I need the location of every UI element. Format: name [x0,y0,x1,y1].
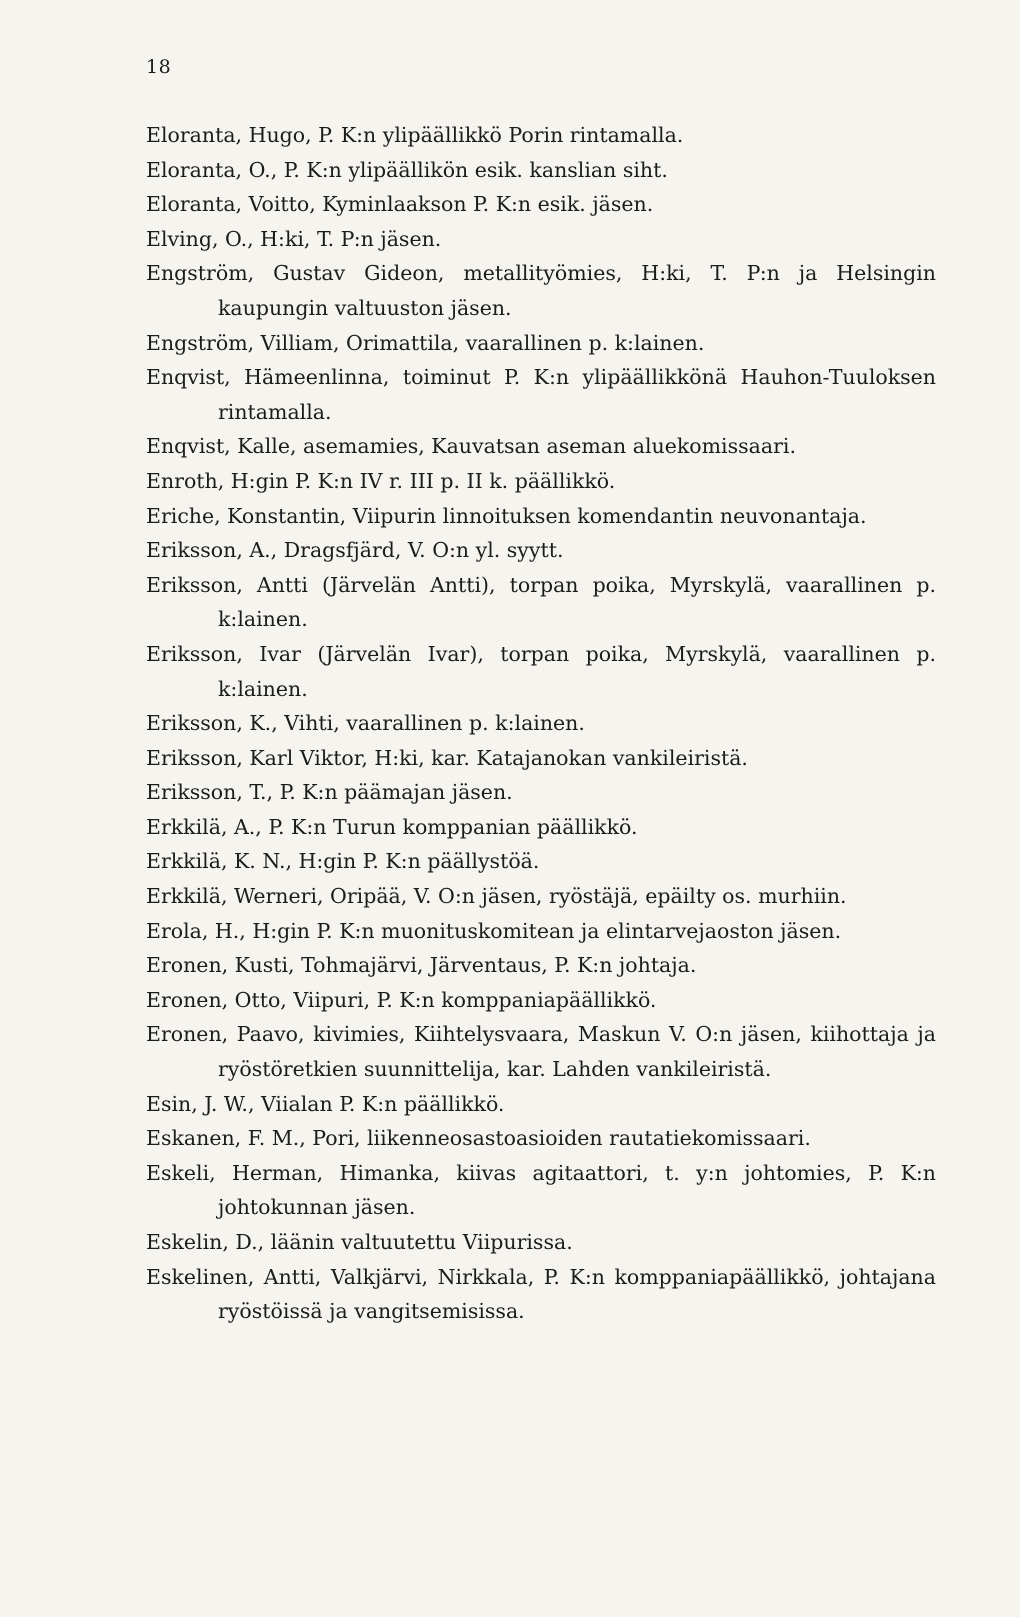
entry-text: Eronen, Paavo, kivimies, Kiihtelysvaara, Maskun V. O:n jäsen, kiihottaja ja ryöstöretkien suunnittelija, kar. Lahden vankileiristä. [146,1022,936,1082]
entry-text: Eriche, Konstantin, Viipurin linnoituksen komendantin neuvonantaja. [146,503,867,528]
entry-text: Enroth, H:gin P. K:n IV r. III p. II k. päällikkö. [146,468,616,493]
entry-text: Eriksson, Karl Viktor, H:ki, kar. Katajanokan vankileiristä. [146,745,748,770]
entry-text: Erkkilä, K. N., H:gin P. K:n päällystöä. [146,849,540,874]
list-item [146,533,936,568]
list-item [146,775,936,810]
entry-text: Eriksson, A., Dragsfjärd, V. O:n yl. syytt. [146,538,564,563]
entry-text: Eriksson, Antti (Järvelän Antti), torpan poika, Myrskylä, vaarallinen p. k:lainen. [146,572,936,632]
entry-text: Eriksson, Ivar (Järvelän Ivar), torpan poika, Myrskylä, vaarallinen p. k:lainen. [146,641,936,701]
entry-text: Elving, O., H:ki, T. P:n jäsen. [146,226,442,251]
entry-text: Eskeli, Herman, Himanka, kiivas agitaattori, t. y:n johtomies, P. K:n johtokunnan jäsen. [146,1160,936,1220]
list-item [146,741,936,776]
list-item [146,706,936,741]
list-item [146,222,936,257]
list-item [146,914,936,949]
list-item [146,429,936,464]
entry-text: Erkkilä, A., P. K:n Turun komppanian päällikkö. [146,814,638,839]
list-item [146,1087,936,1122]
entry-text: Eriksson, T., P. K:n päämajan jäsen. [146,780,513,805]
entry-text: Eloranta, Hugo, P. K:n ylipäällikkö Porin rintamalla. [146,123,684,147]
list-item [146,360,936,429]
list-item [146,1017,936,1086]
entry-text: Eronen, Kusti, Tohmajärvi, Järventaus, P. K:n johtaja. [146,953,697,978]
list-item [146,948,936,983]
list-item [146,187,936,222]
entry-text: Engström, Gustav Gideon, metallityömies, H:ki, T. P:n ja Helsingin kaupungin valtuuston jäsen. [146,261,936,320]
list-item [146,326,936,361]
list-item [146,810,936,845]
list-item [146,983,936,1018]
entry-text: Eriksson, K., Vihti, vaarallinen p. k:lainen. [146,711,585,736]
entry-text: Eskanen, F. M., Pori, liikenneosastoasioiden rautatiekomissaari. [146,1126,811,1151]
list-item [146,637,936,706]
entry-text: Erkkilä, Werneri, Oripää, V. O:n jäsen, ryöstäjä, epäilty os. murhiin. [146,884,847,909]
list-item [146,499,936,534]
page-number: 18 [146,56,172,78]
entry-text: Erola, H., H:gin P. K:n muonituskomitean ja elintarvejaoston jäsen. [146,918,842,943]
list-item [146,153,936,188]
list-item [146,1225,936,1260]
list-item [146,879,936,914]
entry-text: Eskelin, D., läänin valtuutettu Viipurissa. [146,1230,573,1254]
list-item [146,1121,936,1156]
list-item [146,844,936,879]
list-item [146,1260,936,1329]
entry-text: Esin, J. W., Viialan P. K:n päällikkö. [146,1091,505,1116]
list-item [146,118,936,153]
entry-text: Eloranta, Voitto, Kyminlaakson P. K:n esik. jäsen. [146,192,654,217]
list-item [146,1156,936,1225]
list-item [146,256,936,325]
entry-text: Eronen, Otto, Viipuri, P. K:n komppaniapäällikkö. [146,987,657,1012]
entry-text: Eskelinen, Antti, Valkjärvi, Nirkkala, P. K:n komppaniapäällikkö, johtajana ryöstöissä ja vangitsemisissa. [146,1264,936,1324]
entry-list [146,118,936,1329]
list-item [146,464,936,499]
entry-text: Engström, Villiam, Orimattila, vaarallinen p. k:lainen. [146,330,705,355]
entry-text: Eloranta, O., P. K:n ylipäällikön esik. kanslian siht. [146,157,668,182]
entry-text: Enqvist, Kalle, asemamies, Kauvatsan aseman aluekomissaari. [146,434,796,459]
list-item [146,568,936,637]
entry-text: Enqvist, Hämeenlinna, toiminut P. K:n ylipäällikkönä Hauhon-Tuuloksen rintamalla. [146,365,936,424]
